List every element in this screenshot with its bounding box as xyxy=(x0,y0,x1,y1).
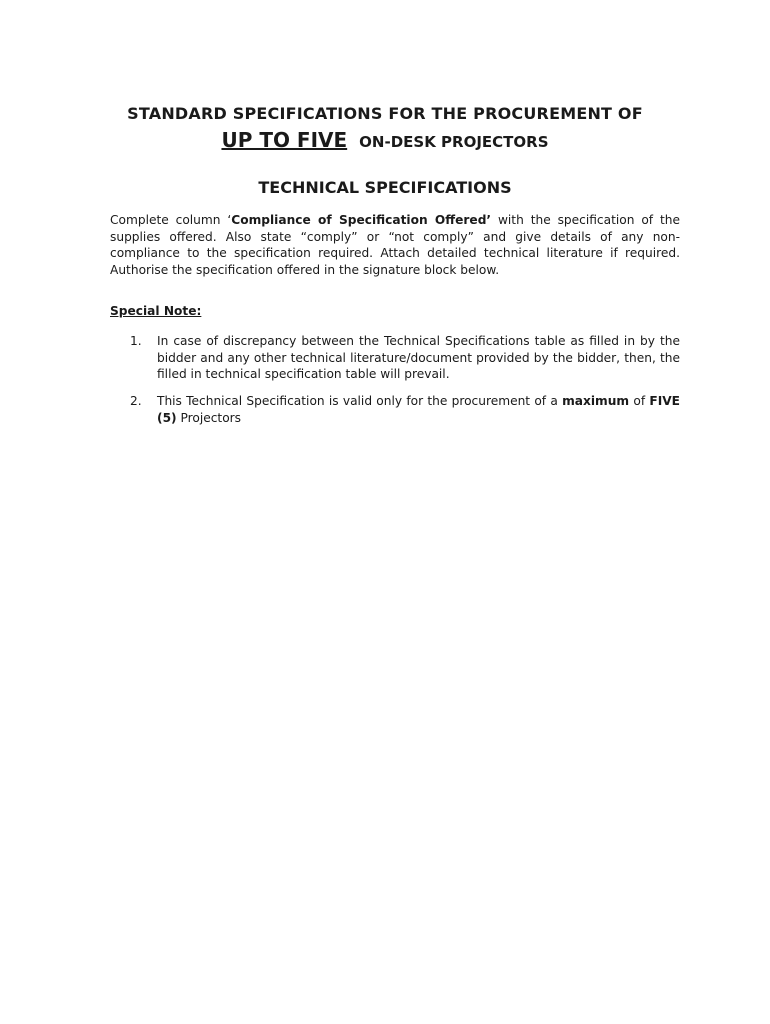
document-title: STANDARD SPECIFICATIONS FOR THE PROCUREMENT OF xyxy=(127,104,643,123)
note-text-part: Projectors xyxy=(176,410,242,425)
quantity-emphasis: UP TO FIVE xyxy=(221,128,348,152)
intro-text-2: with the specification of the supplies offered. Also state “comply” or “not comply” and give details of any non-compliance to the specification required. Attach detailed technical literature if required. Authorise the specification offered in the signature block below. xyxy=(110,213,680,277)
document-subtitle xyxy=(0,128,770,152)
intro-text-1: Complete column ‘ xyxy=(110,213,232,227)
special-note-label: Special Note xyxy=(110,304,197,318)
product-name: ON-DESK PROJECTORS xyxy=(359,133,549,151)
note-text-part: This Technical Specification is valid only for the procurement of a xyxy=(157,394,563,408)
special-note-colon: : xyxy=(196,304,202,318)
note-bold-quantity: FIVE (5) xyxy=(157,394,680,425)
note-item xyxy=(110,393,680,426)
special-note-heading xyxy=(110,304,201,318)
note-number: 2. xyxy=(130,394,142,408)
note-item xyxy=(110,333,680,383)
note-bold-maximum: maximum xyxy=(562,394,630,408)
note-text: In case of discrepancy between the Technical Specifications table as filled in by the bidder and any other technical literature/document provided by the bidder, then, the filled in technical specification table will prevail. xyxy=(157,334,680,381)
note-text-part: of xyxy=(629,394,650,408)
note-number: 1. xyxy=(130,334,142,348)
intro-bold-column-name: Compliance of Specification Offered’ xyxy=(231,213,492,227)
section-heading: TECHNICAL SPECIFICATIONS xyxy=(258,178,512,197)
note-text xyxy=(157,393,680,426)
intro-paragraph xyxy=(110,212,680,278)
